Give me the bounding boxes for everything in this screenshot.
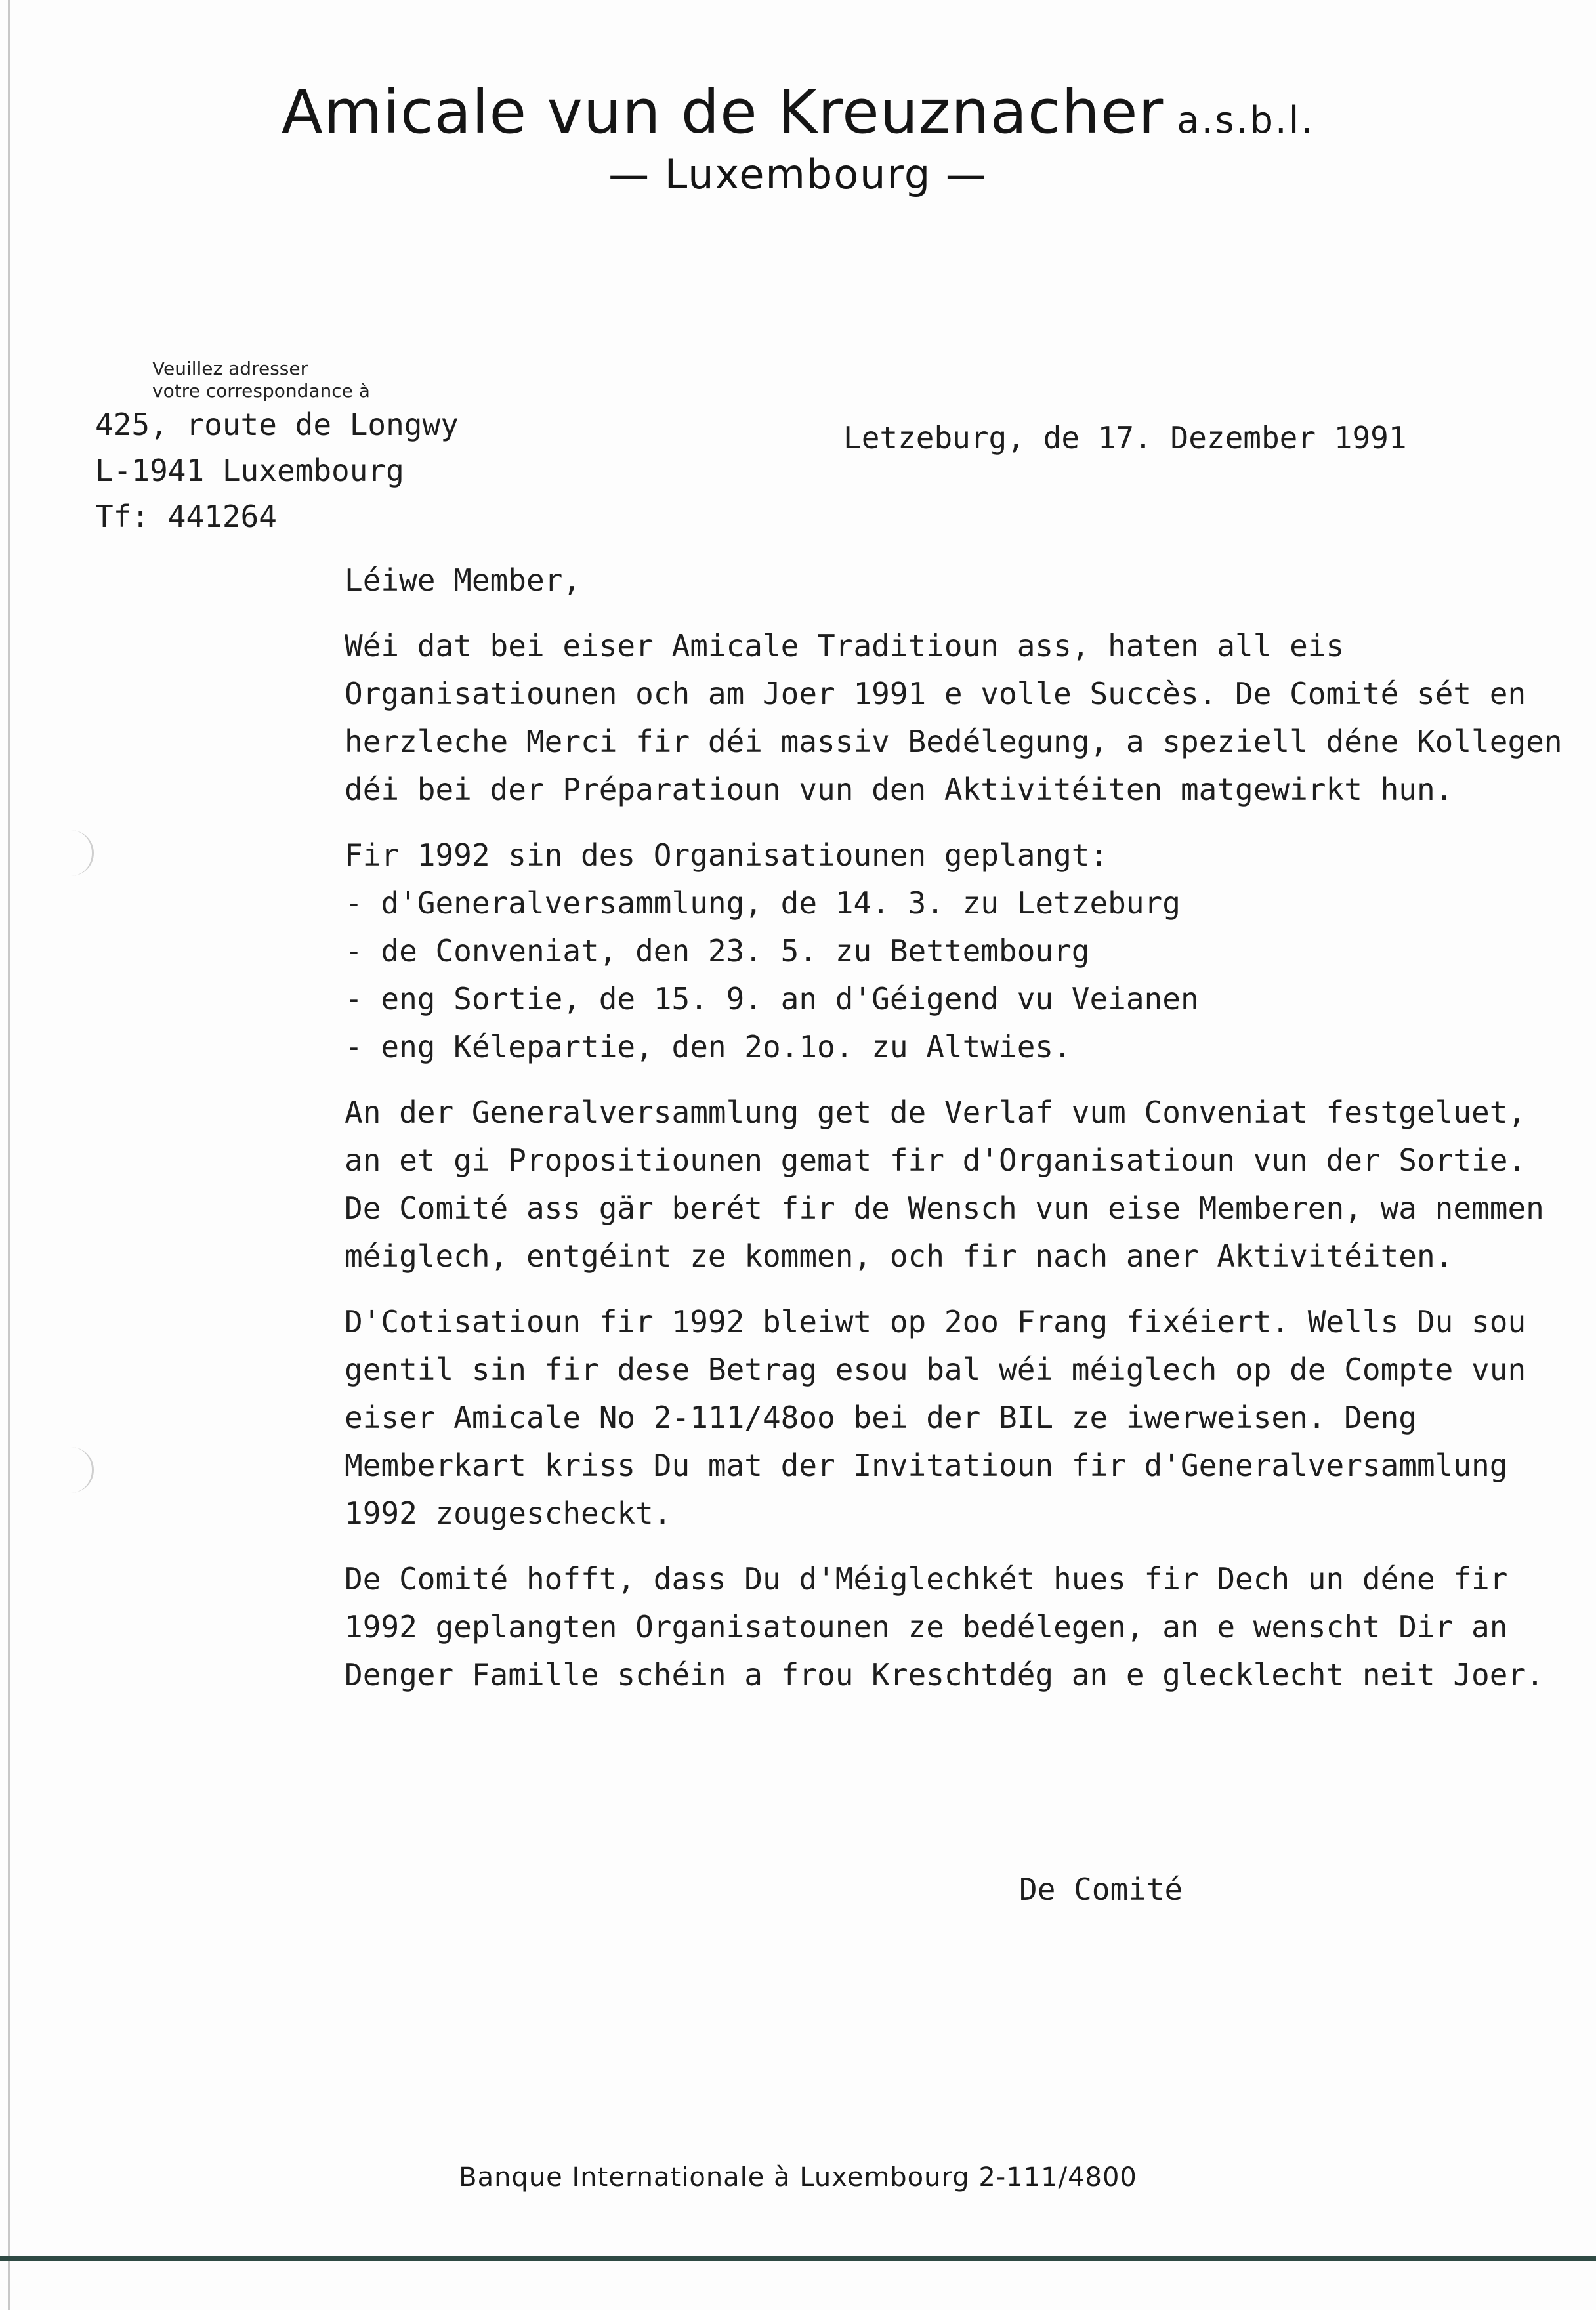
letter-body <box>345 556 1565 1717</box>
body-paragraph: Fir 1992 sin des Organisatiounen geplangt: <box>345 837 1108 873</box>
signature: De Comité <box>1019 1872 1183 1907</box>
scan-edge <box>8 0 10 2310</box>
punch-hole-mark <box>52 1447 94 1493</box>
address-phone: Tf: 441264 <box>95 499 277 534</box>
body-paragraph: De Comité hofft, dass Du d'Méiglechkét hues fir Dech un déne fir 1992 geplangten Organisatounen ze bedélegen, an e wenscht Dir an Denger Famille schéin a frou Kreschtdég an e glecklecht neit Joer. <box>345 1561 1544 1692</box>
organization-name: Amicale vun de Kreuznacher <box>281 77 1164 147</box>
correspondence-note-line: votre correspondance à <box>152 380 370 402</box>
salutation: Léiwe Member, <box>345 562 581 598</box>
correspondence-note <box>152 358 370 402</box>
bottom-rule <box>0 2256 1596 2261</box>
event-item: - d'Generalversammlung, de 14. 3. zu Letzeburg <box>345 885 1181 921</box>
event-item: - eng Sortie, de 15. 9. an d'Géigend vu Veianen <box>345 981 1199 1017</box>
event-list <box>345 879 1565 1071</box>
body-paragraph: An der Generalversammlung get de Verlaf vum Conveniat festgeluet, an et gi Propositiounen gemat fir d'Organisatioun vun der Sortie. De Comité ass gär berét fir de Wensch vun eise Memberen, wa nemmen méiglech, entgéint ze kommen, och fir nach aner Aktivitéiten. <box>345 1095 1544 1274</box>
punch-hole-mark <box>52 830 94 876</box>
organization-suffix: a.s.b.l. <box>1177 99 1315 142</box>
event-item: - eng Kélepartie, den 2o.1o. zu Altwies. <box>345 1029 1072 1064</box>
letter-date: Letzeburg, de 17. Dezember 1991 <box>843 420 1407 455</box>
body-paragraph: D'Cotisatioun fir 1992 bleiwt op 2oo Frang fixéiert. Wells Du sou gentil sin fir dese Betrag esou bal wéi méiglech op de Compte vun eiser Amicale No 2-111/48oo bei der BIL ze iwerweisen. Deng Memberkart kriss Du mat der Invitatioun fir d'Generalversammlung 1992 zougescheckt. <box>345 1304 1526 1531</box>
address-postal: L-1941 Luxembourg <box>95 453 404 488</box>
correspondence-note-line: Veuillez adresser <box>152 358 308 379</box>
footer-bank-info: Banque Internationale à Luxembourg 2-111/4800 <box>459 2162 1137 2193</box>
body-paragraph: Wéi dat bei eiser Amicale Traditioun ass, haten all eis Organisatiounen och am Joer 1991 e volle Succès. De Comité sét en herzleche Merci fir déi massiv Bedélegung, a speziell déne Kollegen déi bei der Préparatioun vun den Aktivitéiten matgewirkt hun. <box>345 628 1563 807</box>
address-street: 425, route de Longwy <box>95 407 459 442</box>
letterhead-title <box>0 79 1596 145</box>
letterhead <box>0 79 1596 198</box>
event-item: - de Conveniat, den 23. 5. zu Bettembourg <box>345 933 1090 969</box>
sender-address <box>95 402 459 539</box>
letterhead-city: — Luxembourg — <box>608 150 988 199</box>
